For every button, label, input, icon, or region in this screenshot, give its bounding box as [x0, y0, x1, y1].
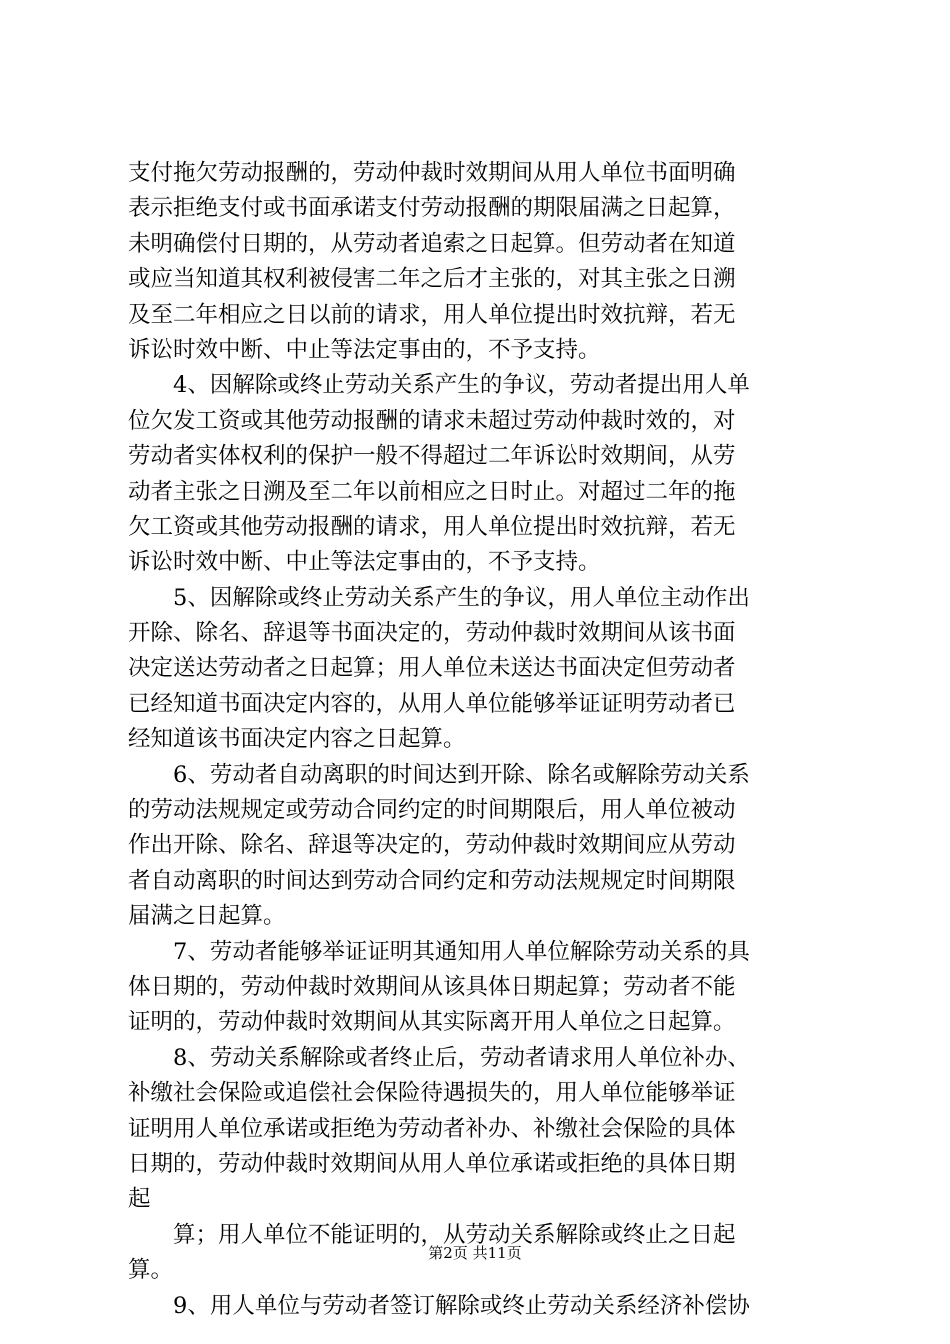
- text-line: 欠工资或其他劳动报酬的请求，用人单位提出时效抗辩，若无: [128, 513, 736, 540]
- text-line: 者自动离职的时间达到劳动合同约定和劳动法规规定时间期限: [128, 867, 736, 894]
- text-line: 日期的，劳动仲裁时效期间从用人单位承诺或拒绝的具体日期: [128, 1150, 736, 1177]
- text-line: 证明用人单位承诺或拒绝为劳动者补办、补缴社会保险的具体: [128, 1115, 736, 1142]
- text-line: 证明的，劳动仲裁时效期间从其实际离开用人单位之日起算。: [128, 1009, 736, 1036]
- text-line: 作出开除、除名、辞退等决定的，劳动仲裁时效期间应从劳动: [128, 832, 736, 859]
- text-line: 劳动者实体权利的保护一般不得超过二年诉讼时效期间，从劳: [128, 443, 736, 470]
- document-body: [128, 156, 838, 1324]
- page-footer: [0, 1243, 950, 1263]
- text-line: 9、用人单位与劳动者签订解除或终止劳动关系经济补偿协: [173, 1292, 750, 1319]
- text-line: 算。: [128, 1257, 174, 1284]
- text-line: 或应当知道其权利被侵害二年之后才主张的，对其主张之日溯: [128, 266, 736, 293]
- text-line: 经知道该书面决定内容之日起算。: [128, 726, 466, 753]
- text-line: 起: [128, 1186, 151, 1213]
- text-line: 5、因解除或终止劳动关系产生的争议，用人单位主动作出: [173, 584, 750, 611]
- text-line: 诉讼时效中断、中止等法定事由的，不予支持。: [128, 336, 601, 363]
- text-line: 表示拒绝支付或书面承诺支付劳动报酬的期限届满之日起算，: [128, 195, 736, 222]
- text-line: 已经知道书面决定内容的，从用人单位能够举证证明劳动者已: [128, 690, 736, 717]
- text-line: 支付拖欠劳动报酬的，劳动仲裁时效期间从用人单位书面明确: [128, 160, 736, 186]
- text-line: 6、劳动者自动离职的时间达到开除、除名或解除劳动关系: [173, 761, 750, 788]
- page-number: 第2页 共11页: [428, 1244, 522, 1262]
- text-line: 补缴社会保险或追偿社会保险待遇损失的，用人单位能够举证: [128, 1080, 736, 1107]
- text-line: 未明确偿付日期的，从劳动者追索之日起算。但劳动者在知道: [128, 230, 736, 257]
- text-line: 8、劳动关系解除或者终止后，劳动者请求用人单位补办、: [173, 1044, 750, 1071]
- text-line: 开除、除名、辞退等书面决定的，劳动仲裁时效期间从该书面: [128, 620, 736, 647]
- text-line: 位欠发工资或其他劳动报酬的请求未超过劳动仲裁时效的，对: [128, 407, 736, 434]
- text-line: 及至二年相应之日以前的请求，用人单位提出时效抗辩，若无: [128, 301, 736, 328]
- text-line: 体日期的，劳动仲裁时效期间从该具体日期起算；劳动者不能: [128, 973, 736, 1000]
- text-line: 动者主张之日溯及至二年以前相应之日时止。对超过二年的拖: [128, 478, 736, 505]
- text-line: 4、因解除或终止劳动关系产生的争议，劳动者提出用人单: [173, 372, 750, 399]
- text-line: 的劳动法规规定或劳动合同约定的时间期限后，用人单位被动: [128, 797, 736, 824]
- text-line: 算；用人单位不能证明的，从劳动关系解除或终止之日起: [173, 1221, 736, 1248]
- text-line: 诉讼时效中断、中止等法定事由的，不予支持。: [128, 549, 601, 576]
- text-line: 决定送达劳动者之日起算；用人单位未送达书面决定但劳动者: [128, 655, 736, 682]
- text-line: 届满之日起算。: [128, 903, 286, 930]
- text-line: 7、劳动者能够举证证明其通知用人单位解除劳动关系的具: [173, 938, 750, 965]
